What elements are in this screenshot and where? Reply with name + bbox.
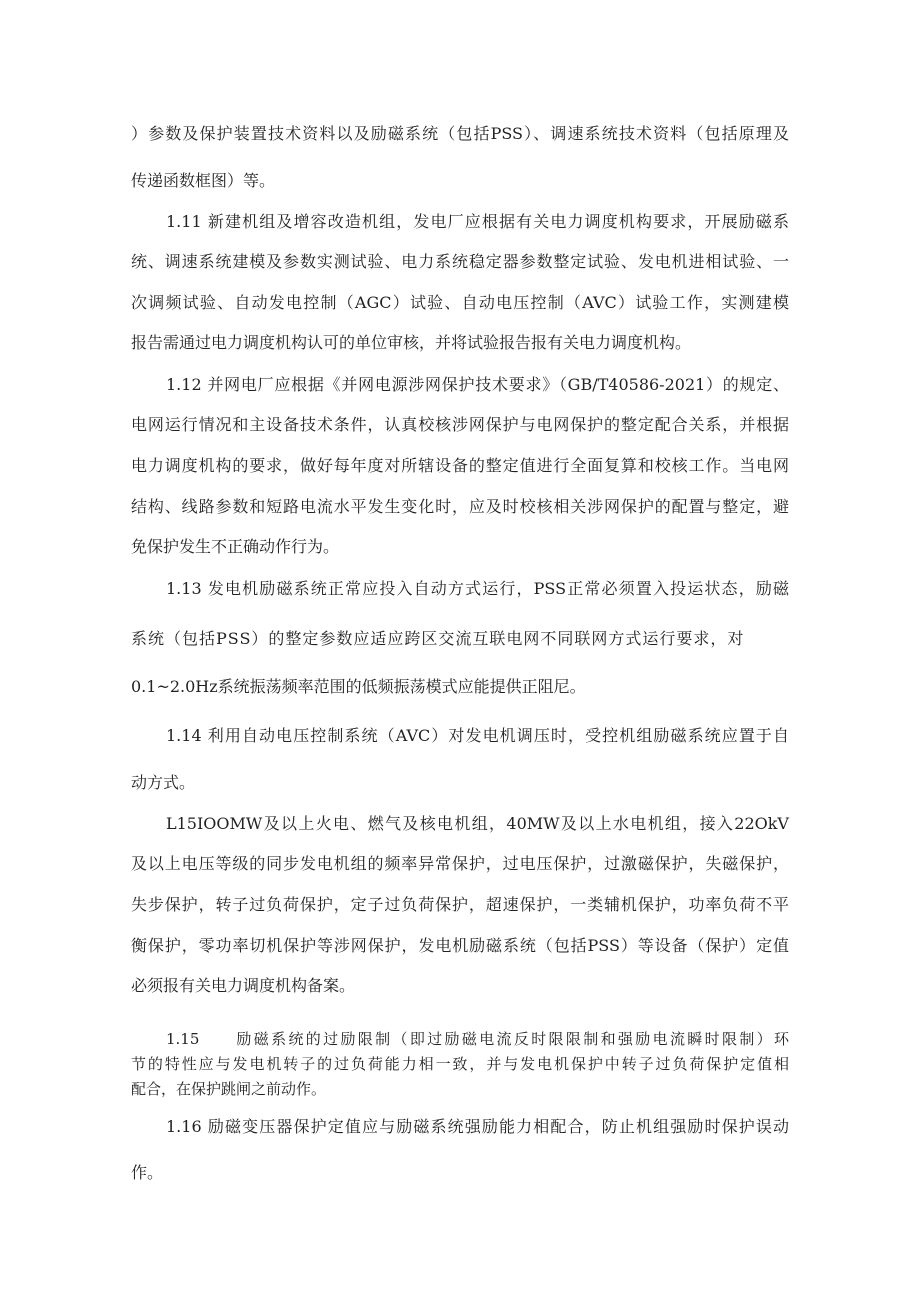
paragraph-1-16-first-line: 1.16 励磁变压器保护定值应与励磁系统强励能力相配合，防止机组强励时保护误动 (166, 1117, 789, 1136)
paragraph-1-13-first-line: 1.13 发电机励磁系统正常应投入自动方式运行，PSS正常必须置入投运状态，励磁 (166, 579, 789, 598)
paragraph-1-15-first-line: 1.15 励磁系统的过励限制（即过励磁电流反时限限制和强励电流瞬时限制）环 (166, 1030, 789, 1048)
text-line: 配合，在保护跳闸之前动作。 (131, 1080, 327, 1098)
text-line: 传递函数框图）等。 (131, 171, 276, 190)
text-line: ）参数及保护装置技术资料以及励磁系统（包括PSS）、调速系统技术资料（包括原理及 (131, 124, 789, 143)
text-line: 及以上电压等级的同步发电机组的频率异常保护，过电压保护，过激磁保护，失磁保护， (131, 854, 789, 873)
paragraph-1-11-first-line: 1.11 新建机组及增容改造机组，发电厂应根据有关电力调度机构要求，开展励磁系 (166, 212, 789, 231)
text-line: 动方式。 (131, 773, 196, 792)
paragraph-1-12-first-line: 1.12 并网电厂应根据《并网电源涉网保护技术要求》（GB/T40586-2021）的规定、 (166, 375, 789, 394)
text-line: 失步保护，转子过负荷保护，定子过负荷保护，超速保护，一类辅机保护，功率负荷不平 (131, 895, 789, 914)
paragraph-1-14-first-line: 1.14 利用自动电压控制系统（AVC）对发电机调压时，受控机组励磁系统应置于自 (166, 726, 789, 745)
text-line: 系统（包括PSS）的整定参数应适应跨区交流互联电网不同联网方式运行要求，对 (131, 629, 745, 648)
text-line: 0.1~2.0Hz系统振荡频率范围的低频振荡模式应能提供正阻尼。 (131, 677, 586, 696)
text-line: 作。 (131, 1163, 164, 1182)
text-line: 统、调速系统建模及参数实测试验、电力系统稳定器参数整定试验、发电机进相试验、一 (131, 252, 789, 271)
text-line: 电力调度机构的要求，做好每年度对所辖设备的整定值进行全面复算和校核工作。当电网 (131, 456, 789, 475)
text-line: 必须报有关电力调度机构备案。 (131, 976, 356, 995)
text-line: 节的特性应与发电机转子的过负荷能力相一致，并与发电机保护中转子过负荷保护定值相 (131, 1055, 789, 1073)
text-line: 报告需通过电力调度机构认可的单位审核，并将试验报告报有关电力调度机构。 (131, 333, 692, 352)
text-line: 次调频试验、自动发电控制（AGC）试验、自动电压控制（AVC）试验工作，实测建模 (131, 293, 789, 312)
text-line: 免保护发生不正确动作行为。 (131, 537, 340, 556)
paragraph-l15-first-line: L15IOOMW及以上火电、燃气及核电机组，40MW及以上水电机组，接入22OkV (166, 814, 789, 833)
text-line: 结构、线路参数和短路电流水平发生变化时，应及时校核相关涉网保护的配置与整定，避 (131, 497, 789, 516)
text-line: 衡保护，零功率切机保护等涉网保护，发电机励磁系统（包括PSS）等设备（保护）定值 (131, 936, 789, 955)
text-line: 电网运行情况和主设备技术条件，认真校核涉网保护与电网保护的整定配合关系，并根据 (131, 415, 789, 434)
